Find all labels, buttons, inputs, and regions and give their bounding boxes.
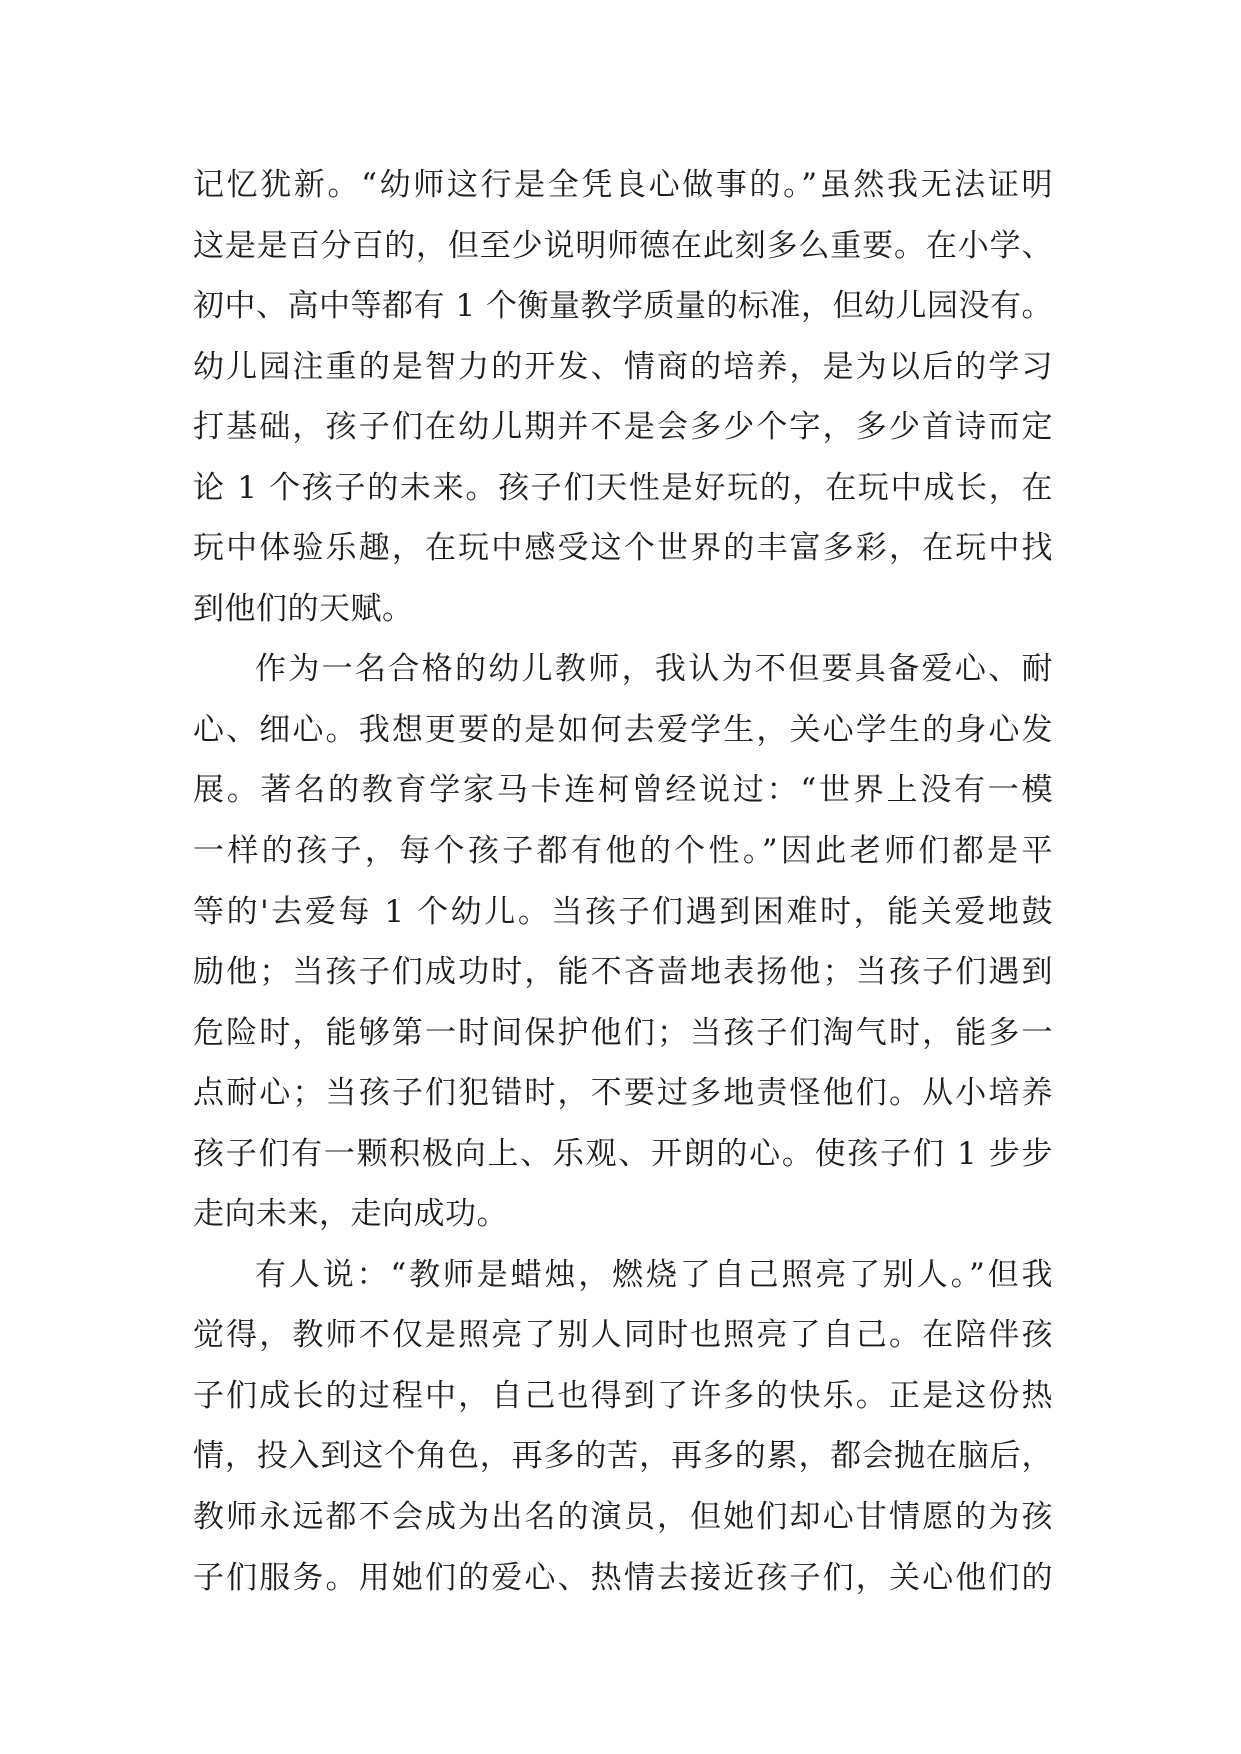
- text-line: 心、细心。我想更要的是如何去爱学生，关心学生的身心发: [193, 711, 1053, 748]
- text-line: 展。著名的教育学家马卡连柯曾经说过：“世界上没有一模: [193, 772, 1053, 809]
- text-line: 子们服务。用她们的爱心、热情去接近孩子们，关心他们的: [193, 1559, 1053, 1596]
- body-text: [193, 155, 1053, 1608]
- text-line: 一样的孩子，每个孩子都有他的个性。”因此老师们都是平: [193, 833, 1053, 870]
- text-line: 子们成长的过程中，自己也得到了许多的快乐。正是这份热: [193, 1377, 1053, 1414]
- text-line: 点耐心；当孩子们犯错时，不要过多地责怪他们。从小培养: [193, 1075, 1053, 1112]
- text-line: 论 1 个孩子的未来。孩子们天性是好玩的，在玩中成长，在: [193, 469, 1053, 506]
- text-line: 玩中体验乐趣，在玩中感受这个世界的丰富多彩，在玩中找: [193, 530, 1053, 567]
- text-line: 孩子们有一颗积极向上、乐观、开朗的心。使孩子们 1 步步: [193, 1135, 1053, 1172]
- text-line: 初中、高中等都有 1 个衡量教学质量的标准，但幼儿园没有。: [193, 288, 1053, 325]
- text-line: 励他；当孩子们成功时，能不吝啬地表扬他；当孩子们遇到: [193, 954, 1053, 991]
- text-line: 有人说：“教师是蜡烛，燃烧了自己照亮了别人。”但我: [255, 1256, 1053, 1293]
- text-line: 教师永远都不会成为出名的演员，但她们却心甘情愿的为孩: [193, 1499, 1053, 1536]
- text-line: 走向未来，走向成功。: [193, 1196, 508, 1233]
- text-line: 幼儿园注重的是智力的开发、情商的培养，是为以后的学习: [193, 348, 1053, 385]
- text-line: 到他们的天赋。: [193, 590, 414, 627]
- text-line: 记忆犹新。“幼师这行是全凭良心做事的。”虽然我无法证明: [193, 167, 1053, 203]
- text-line: 打基础，孩子们在幼儿期并不是会多少个字，多少首诗而定: [193, 409, 1053, 446]
- text-line: 情，投入到这个角色，再多的苦，再多的累，都会抛在脑后，: [193, 1438, 1053, 1475]
- text-line: 等的'去爱每 1 个幼儿。当孩子们遇到困难时，能关爱地鼓: [193, 893, 1053, 930]
- text-line: 觉得，教师不仅是照亮了别人同时也照亮了自己。在陪伴孩: [193, 1317, 1053, 1354]
- text-line: 危险时，能够第一时间保护他们；当孩子们淘气时，能多一: [193, 1014, 1053, 1051]
- text-line: 作为一名合格的幼儿教师，我认为不但要具备爱心、耐: [255, 651, 1053, 688]
- text-line: 这是是百分百的，但至少说明师德在此刻多么重要。在小学、: [193, 227, 1053, 264]
